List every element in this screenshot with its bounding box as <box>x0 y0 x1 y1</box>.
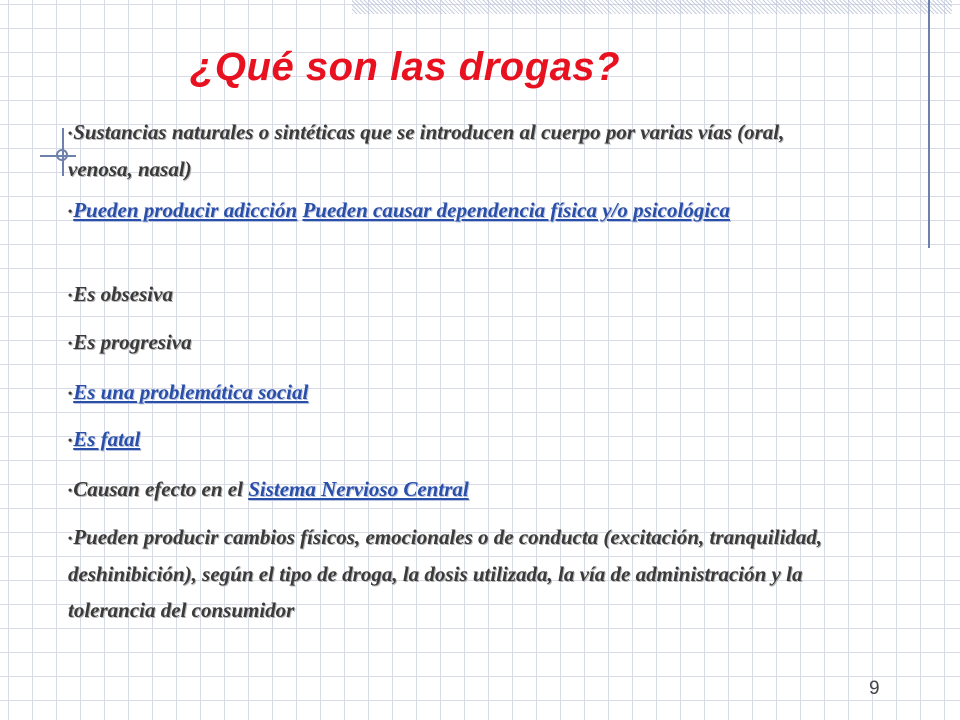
bullet-text: Causan efecto en el <box>73 477 249 501</box>
bullet-marker: • <box>68 288 73 302</box>
bullet-text: Es progresiva <box>73 330 192 354</box>
bullet-marker: • <box>68 483 73 497</box>
bullet-item-problematica <box>68 374 828 411</box>
bullet-item-adiccion <box>68 192 828 229</box>
bullet-text: Es obsesiva <box>73 282 173 306</box>
bullet-marker: • <box>68 204 73 218</box>
bullet-item-obsesiva <box>68 276 828 313</box>
link-es-fatal[interactable]: Es fatal <box>73 427 141 451</box>
bullet-marker: • <box>68 126 73 140</box>
slide-title: ¿Qué son las drogas? <box>190 45 621 89</box>
bullet-marker: • <box>68 336 73 350</box>
bullet-text: Pueden producir cambios físicos, emocionales o de conducta (excitación, tranquilidad, deshinibición), según el tipo de droga, la dosis utilizada, la vía de administración y la tolerancia del consumidor <box>68 525 823 622</box>
decorative-ring <box>56 149 68 161</box>
bullet-item-cambios <box>68 519 828 628</box>
link-sistema-nervioso-central[interactable]: Sistema Nervioso Central <box>248 477 469 501</box>
bullet-text: Sustancias naturales o sintéticas que se introducen al cuerpo por varias vías (oral, venosa, nasal) <box>68 120 785 181</box>
bullet-marker: • <box>68 386 73 400</box>
bullet-item-snc <box>68 471 828 508</box>
link-dependencia[interactable]: Pueden causar dependencia física y/o psicológica <box>302 198 730 222</box>
bullet-marker: • <box>68 433 73 447</box>
link-problematica-social[interactable]: Es una problemática social <box>73 380 309 404</box>
decorative-vertical-line <box>928 0 930 248</box>
bullet-item-sustancias <box>68 114 828 187</box>
link-producir-adiccion[interactable]: Pueden producir adicción <box>73 198 298 222</box>
bullet-marker: • <box>68 531 73 545</box>
page-number: 9 <box>869 678 880 699</box>
bullet-item-progresiva <box>68 324 828 361</box>
bullet-item-fatal <box>68 421 828 458</box>
decorative-band <box>352 0 952 14</box>
